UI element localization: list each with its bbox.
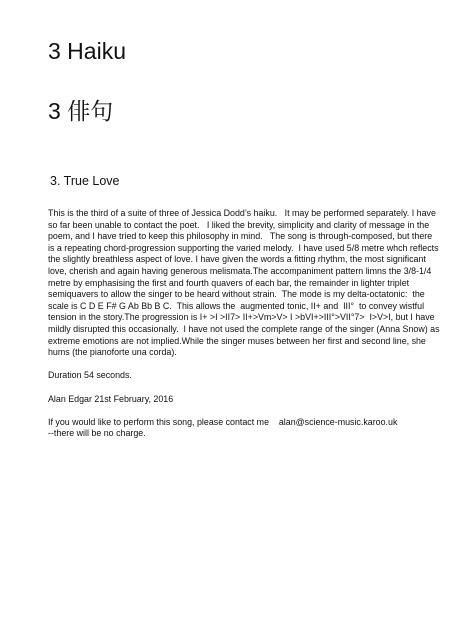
description-paragraph: This is the third of a suite of three of Jessica Dodd’s haiku. It may be performed separately. I have so far been unable to contact the poet. I liked the brevity, simplicity and clarity of message in the poem, and I have tried to keep this philosophy in mind. The song is through-composed, but there is a repeating chord-progression supporting the varied melody. I have used 5/8 metre whch reflects the slightly breathless aspect of love. I have given the words a fitting rhythm, the most significant love, cherish and again having generous melismata.The accompaniment pattern limns the 3/8-1/4 metre by emphasising the first and fourth quavers of each bar, the remainder in lighter triplet semiquavers to allow the singer to be heard without strain. The mode is my delta-octatonic: the scale is C D E F# G Ab Bb B C. This allows the augmented tonic, II+ and III° to convey wistful tension in the story.The progression is I+ >I >II7> II+>Vm>V> I >bVI+>III°>VII°7> I>V>I, but I have mildly disrupted this occasionally. I have not used the complete range of the singer (Anna Snow) as extreme emotions are not implied.While the singer muses between her first and second line, she hums (the pianoforte una corda). <box>48 208 443 358</box>
signature-text: Alan Edgar 21st February, 2016 <box>48 393 174 404</box>
document-body <box>48 208 443 451</box>
document-subtitle-japanese: 3 俳句 <box>48 98 114 124</box>
contact-text: If you would like to perform this song, please contact me alan@science-music.karoo.uk --there will be no charge. <box>48 416 398 439</box>
song-heading: 3. True Love <box>50 174 120 188</box>
duration-text: Duration 54 seconds. <box>48 370 132 381</box>
document-title: 3 Haiku <box>48 38 126 64</box>
